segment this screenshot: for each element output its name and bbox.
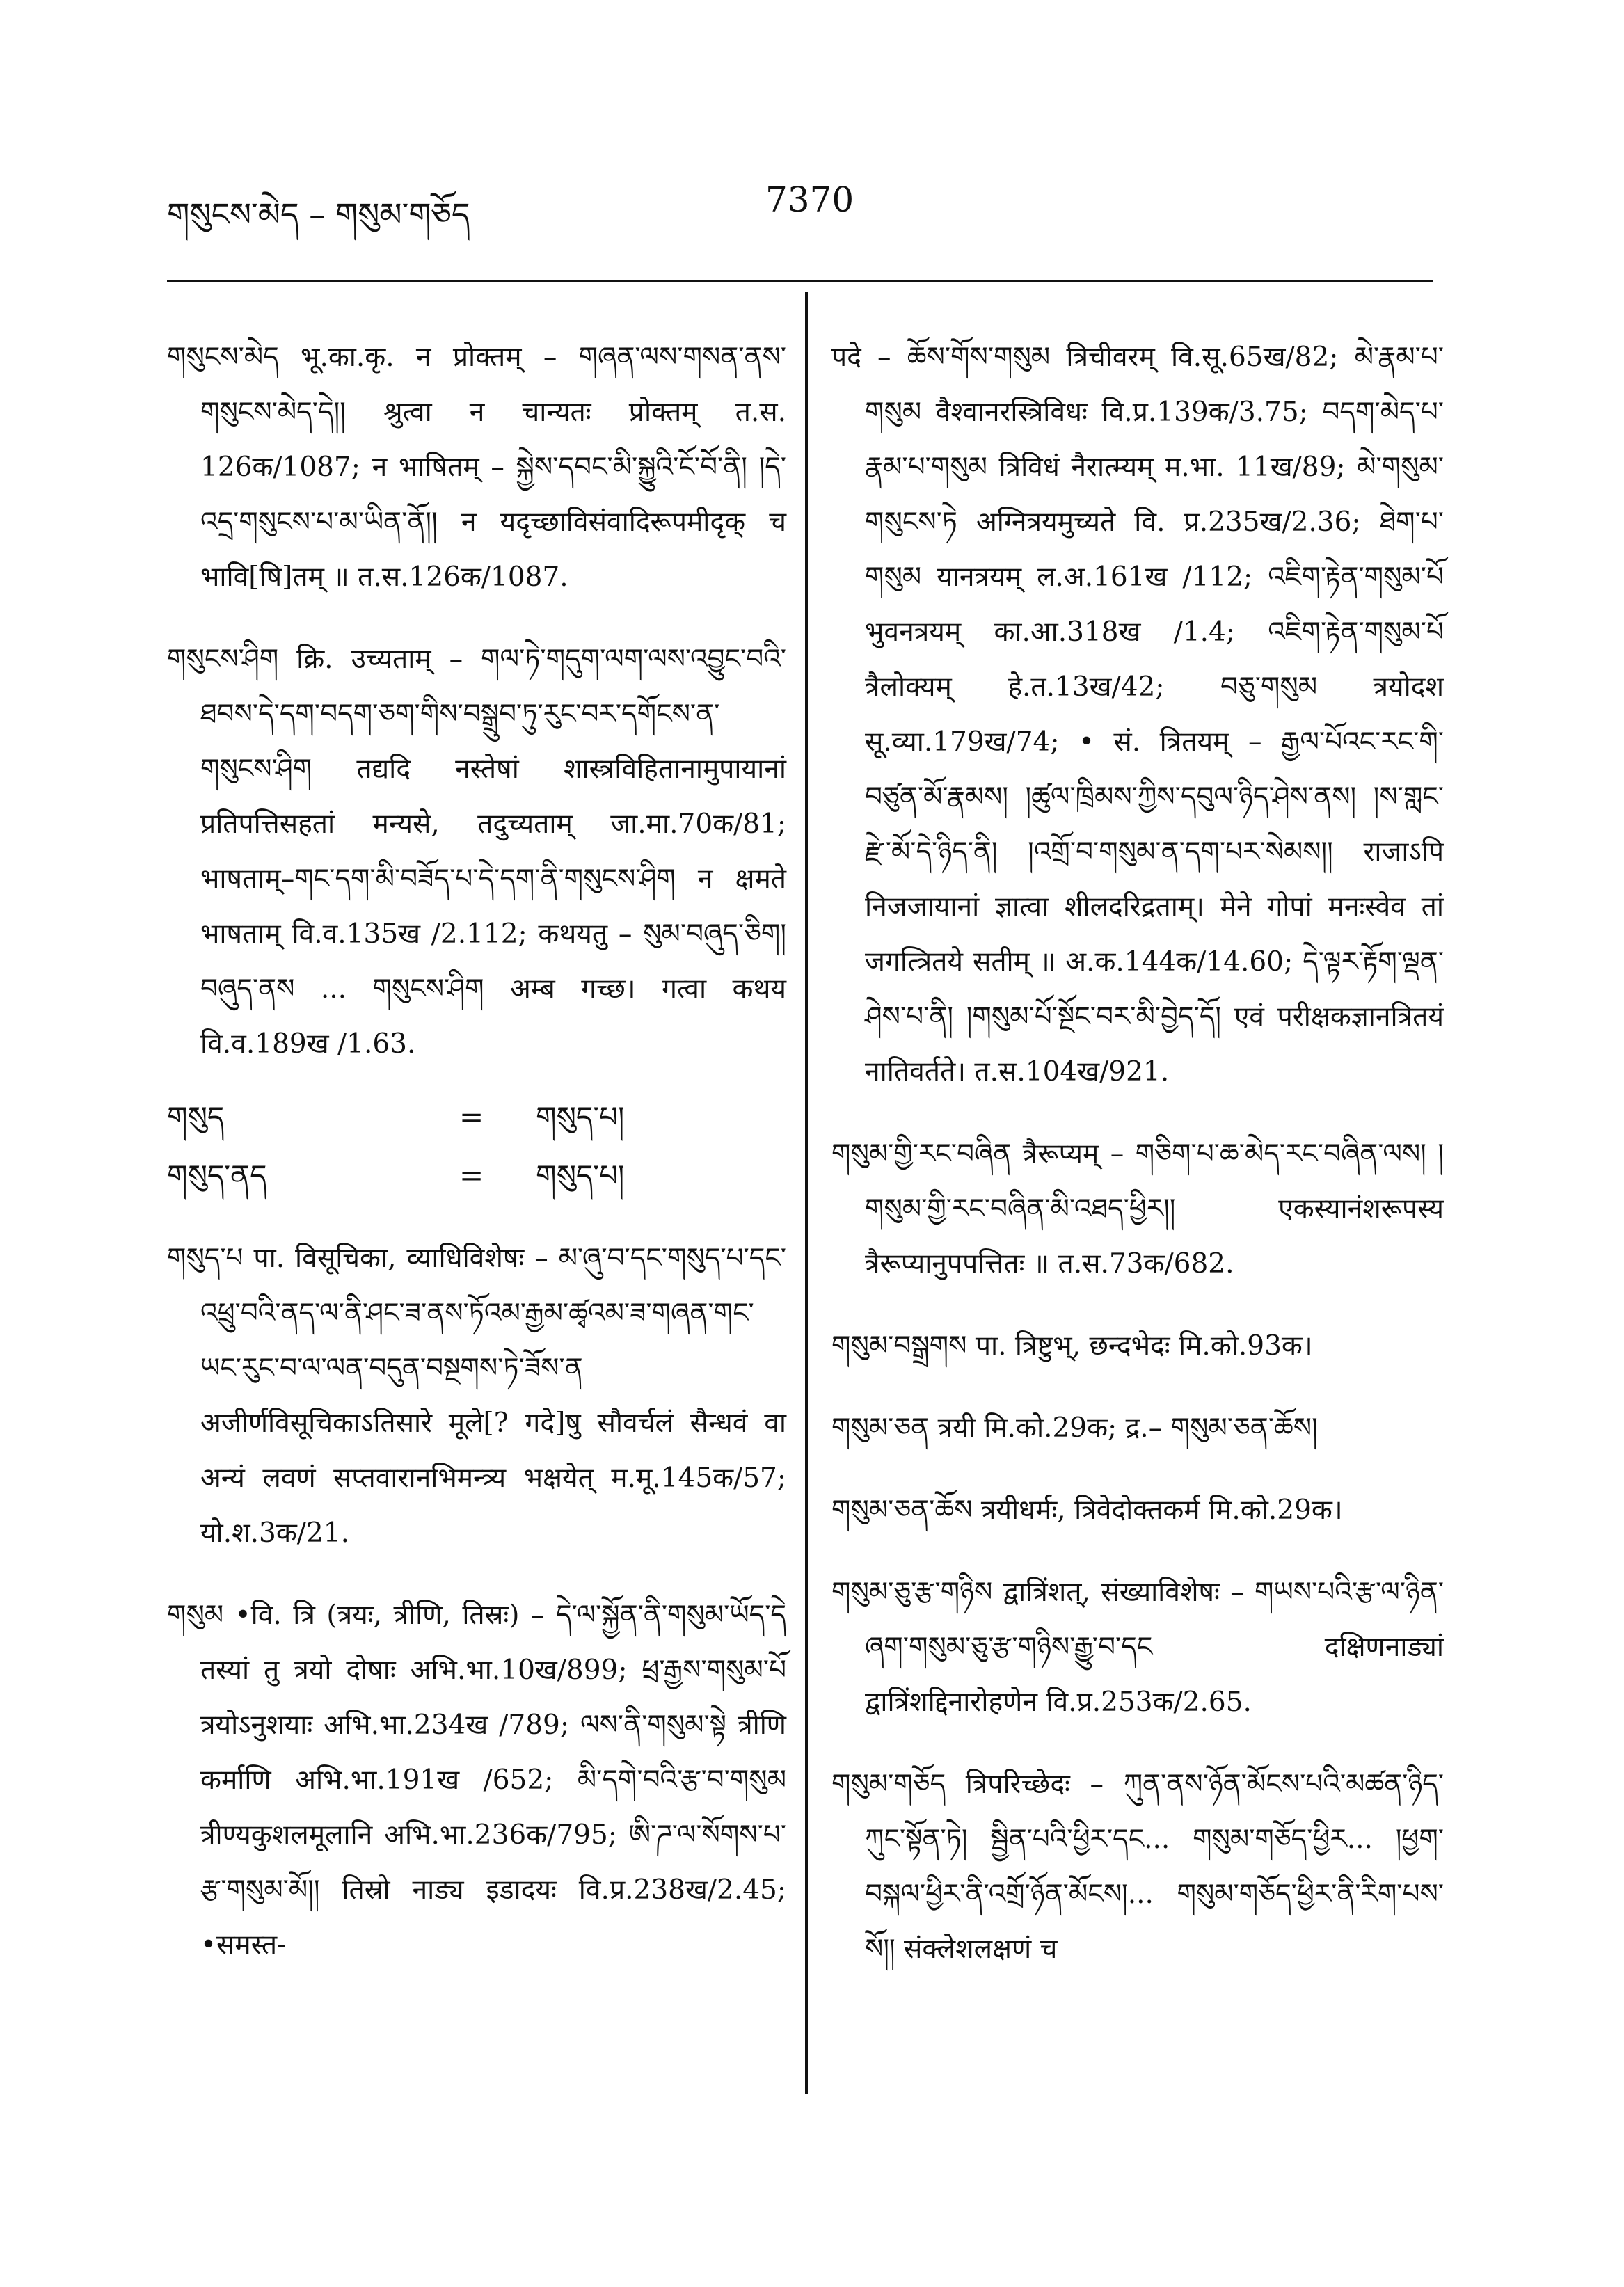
page-header bbox=[167, 167, 1433, 233]
dictionary-entry: གསུམ་ཅན त्रयी मि.को.29क; द्र.– གསུམ་ཅན་ཆོས། bbox=[831, 1412, 1318, 1444]
dictionary-entry: पदे – ཆོས་གོས་གསུམ त्रिचीवरम् वि.सू.65ख/82; མེ་རྣམ་པ་གསུམ वैश्वानरस्त्रिविधः वि.प्र.139क/3.75; བདག་མེད་པ་རྣམ་པ་གསུམ त्रिविधं नैरात्म्यम् म.भा. 11ख/89; མེ་གསུམ་གསུངས་ཏེ अग्नित्रयमुच्यते वि. प्र.235ख/2.36; ཐེག་པ་གསུམ यानत्रयम् ल.अ.161ख /112; འཇིག་རྟེན་གསུམ་པོ भुवनत्रयम् का.आ.318ख /1.4; འཇིག་རྟེན་གསུམ་པོ त्रैलोक्यम् हे.त.13ख/42; བཅུ་གསུམ त्रयोदश सू.व्या.179ख/74; • सं. त्रितयम् – རྒྱལ་པོའང་རང་གི་བཙུན་མོ་རྣམས། །ཚུལ་ཁྲིམས་ཀྱིས་དབུལ་ཉིད་ཤེས་ནས། །ས་གླང་རྫེ་མོ་དེ་ཉིད་ནི། །འགྲོ་བ་གསུམ་ན་དག་པར་སེམས།། राजाऽपि निजजायानां ज्ञात्वा शीलदरिद्रताम्। मेने गोपां मनःस्वेव तां जगत्त्रितये सतीम् ॥ अ.क.144क/14.60; དེ་ལྟར་རྟོག་ལྡན་ཤེས་པ་ནི། །གསུམ་པོ་སྔོང་བར་མི་བྱེད་དོ། एवं परीक्षकज्ञानत्रितयं नातिवर्तते। त.स.104ख/921. bbox=[831, 342, 1444, 1087]
dictionary-entry: གསུམ་བསྒྲགས पा. त्रिष्टुभ्, छन्दभेदः मि.को.93क। bbox=[831, 1330, 1313, 1362]
dictionary-entry: གསུམ་གྱི་རང་བཞིན त्रैरूप्यम् – གཅིག་པ་ཆ་མེད་རང་བཞིན་ལས། །གསུམ་གྱི་རང་བཞིན་མི་འཐད་ཕྱིར།། एकस्यानंशरूपस्य त्रैरूप्यानुपपत्तितः ॥ त.स.73क/682. bbox=[831, 1138, 1444, 1280]
right-column bbox=[831, 303, 1444, 1995]
equivalence-line bbox=[167, 1090, 786, 1145]
equals-sign: = bbox=[459, 1158, 484, 1193]
column-divider bbox=[805, 292, 808, 2094]
dictionary-entry: གསུམ་ཅན་ཆོས त्रयीधर्मः, त्रिवेदोक्तकर्म मि.को.29क। bbox=[831, 1495, 1343, 1526]
running-head: གསུངས་མེད – གསུམ་གཅོད bbox=[167, 196, 470, 233]
dictionary-entry: གསུམ་གཅོད त्रिपरिच्छेदः – ཀུན་ནས་ཉོན་མོངས་པའི་མཚན་ཉིད་ཀུང་སྟོན་ཏེ། སྦྱིན་པའི་ཕྱིར་དང... གསུམ་གཅོད་ཕྱིར... །ཕྱག་བསྐལ་ཕྱིར་ནི་འགྲོ་ཉོན་མོངས།... གསུམ་གཅོད་ཕྱིར་ནི་རིག་པས་སོ།། संक्लेशलक्षणं च bbox=[831, 1769, 1444, 1965]
equivalence-line bbox=[167, 1148, 786, 1204]
dictionary-entry: གསུད་པ पा. विसूचिका, व्याधिविशेषः – མ་ཞུ་བ་དང་གསུད་པ་དང་འཕྲུ་བའི་ནད་ལ་ནི་ཤང་ཟ་ནས་ཏོའམ་རྒྱམ་ཚྭའམ་ཟ་གཞན་གང་ཡང་རུང་བ་ལ་ལན་བདུན་བསྔགས་ཏེ་ཟོས་ན अजीर्णविसूचिकाऽतिसारे मूले[? गदे]षु सौवर्चलं सैन्धवं वा अन्यं लवणं सप्तवारानभिमन्त्र्य भक्षयेत् म.मू.145क/57; यो.श.3क/21. bbox=[167, 1243, 786, 1549]
dictionary-entry: གསུངས་ཤིག क्रि. उच्यताम् – གལ་ཏེ་གདུག་ལག་ལས་འབྱུང་བའི་ཐབས་དེ་དག་བདག་ཅག་གིས་བསྒྲུབ་ཏུ་རུང་བར་དགོངས་ན་གསུངས་ཤིག तद्यदि नस्तेषां शास्त्रविहितानामुपायानां प्रतिपत्तिसहतां मन्यसे, तदुच्यताम् जा.मा.70क/81; भाषताम्–གང་དག་མི་བཟོད་པ་དེ་དག་ནི་གསུངས་ཤིག न क्षमते भाषताम् वि.व.135ख /2.112; कथयतु – སུམ་བཞུད་ཅིག། བཞུད་ནས ... གསུངས་ཤིག अम्ब गच्छ। गत्वा कथय वि.व.189ख /1.63. bbox=[167, 644, 786, 1060]
header-rule bbox=[167, 280, 1433, 282]
dictionary-entry: གསུམ་ཅུ་རྩ་གཉིས द्वात्रिंशत्, संख्याविशेषः – གཡས་པའི་རྩ་ལ་ཉིན་ཞག་གསུམ་ཅུ་རྩ་གཉིས་རྒྱུ་བ་དང दक्षिणनाड्यां द्वात्रिंशद्दिनारोहणेन वि.प्र.253क/2.65. bbox=[831, 1577, 1444, 1718]
equals-sign: = bbox=[459, 1100, 484, 1134]
cross-reference: གསུད་པ། bbox=[536, 1158, 625, 1193]
dictionary-entry: གསུམ •वि. त्रि (त्रयः, त्रीणि, तिस्रः) – དེ་ལ་སྐྱོན་ནི་གསུམ་ཡོད་དེ तस्यां तु त्रयो दोषाः अभि.भा.10ख/899; ཕྲ་རྒྱས་གསུམ་པོ त्रयोऽनुशयाः अभि.भा.234ख /789; ལས་ནི་གསུམ་སྟེ त्रीणि कर्माणि अभि.भा.191ख /652; མི་དགེ་བའི་རྩ་བ་གསུམ त्रीण्यकुशलमूलानि अभि.भा.236क/795; ཨི་ཌ་ལ་སོགས་པ་རྩ་གསུམ་མོ།། तिस्रो नाड्य इडादयः वि.प्र.238ख/2.45; •समस्त- bbox=[167, 1600, 786, 1961]
page-number: 7370 bbox=[765, 180, 854, 220]
left-column bbox=[167, 303, 786, 1991]
cross-reference: གསུད་པ། bbox=[536, 1100, 625, 1134]
dictionary-entry: གསུངས་མེད भू.का.कृ. न प्रोक्तम् – གཞན་ལས་གསན་ནས་གསུངས་མེད་དེ།། श्रुत्वा न चान्यतः प्रोक्तम् त.स. 126क/1087; न भाषितम् – སྐྱེས་དབང་མི་སྐྱུའི་ངོ་བོ་ནི། །དེ་འདྲ་གསུངས་པ་མ་ཡིན་ནོ།། न यदृच्छाविसंवादिरूपमीदृक् च भावि[षि]तम् ॥ त.स.126क/1087. bbox=[167, 342, 786, 593]
headword: གསུད bbox=[167, 1100, 225, 1134]
headword: གསུད་ནད bbox=[167, 1158, 267, 1193]
